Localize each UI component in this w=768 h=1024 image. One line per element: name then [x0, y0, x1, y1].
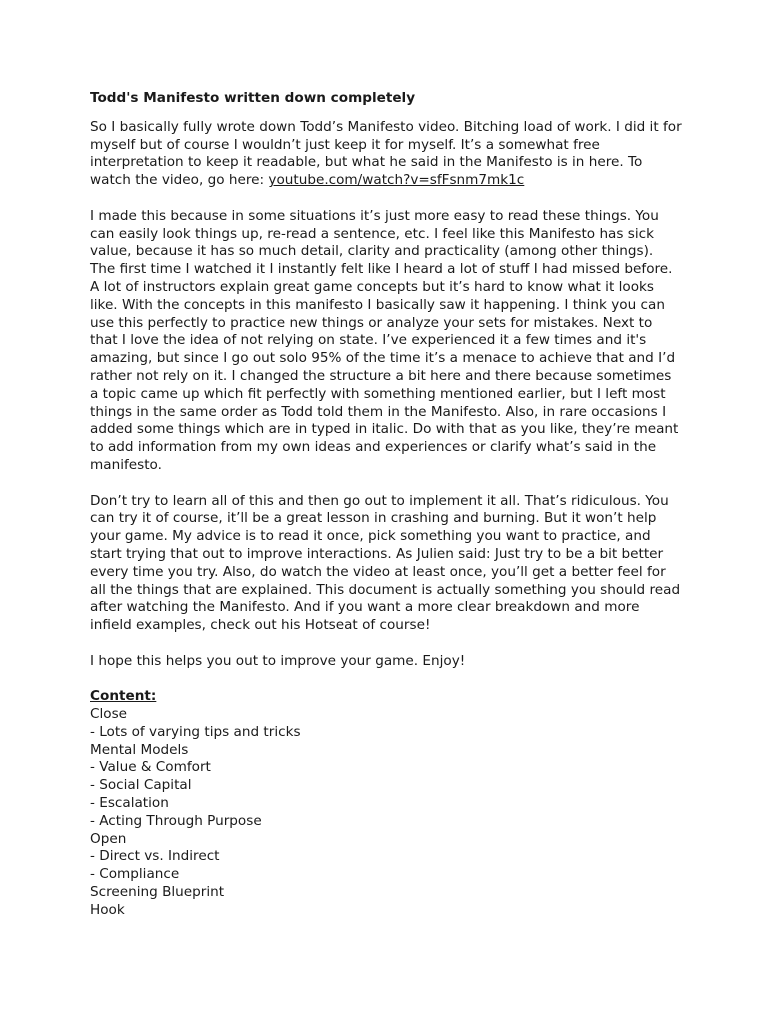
content-item-compliance: - Compliance — [90, 866, 180, 883]
paragraph-motivation: I made this because in some situations it’s just more easy to read these things. You can easily look things up, re-read a sentence, etc. I feel like this Manifesto has sick value, because it has so much detail, clarity and practicality (among other things). The first time I watched it I instantly felt like I heard a lot of stuff I had missed before. A lot of instructors explain great game concepts but it’s hard to know what it looks like. With the concepts in this manifesto I basically saw it happening. I think you can use this perfectly to practice new things or analyze your sets for mistakes. Next to that I love the idea of not relying on state. I’ve experienced it a few times and it's amazing, but since I go out solo 95% of the time it’s a menace to achieve that and I’d rather not rely on it. I changed the structure a bit here and there because sometimes a topic came up which fit perfectly with something mentioned earlier, but I left most things in the same order as Todd told them in the Manifesto. Also, in rare occasions I added some things which are in typed in italic. Do with that as you like, they’re meant to add information from my own ideas and experiences or clarify what’s said in the manifesto. — [90, 207, 679, 473]
content-item-social-capital: - Social Capital — [90, 777, 192, 794]
content-item-hook: Hook — [90, 901, 125, 918]
content-item-direct-vs-indirect: - Direct vs. Indirect — [90, 848, 220, 865]
content-heading: Content: — [90, 688, 157, 705]
document-title: Todd's Manifesto written down completely — [90, 90, 416, 106]
content-item-escalation: - Escalation — [90, 795, 169, 812]
content-list — [90, 706, 682, 920]
content-item-open: Open — [90, 830, 127, 847]
content-item-mental-models: Mental Models — [90, 741, 189, 758]
content-item-acting-through-purpose: - Acting Through Purpose — [90, 812, 262, 829]
youtube-link[interactable]: youtube.com/watch?v=sfFsnm7mk1c — [268, 172, 525, 189]
content-item-screening-blueprint: Screening Blueprint — [90, 884, 225, 901]
content-item-close: Close — [90, 706, 128, 723]
document-page — [90, 90, 682, 920]
paragraph-advice: Don’t try to learn all of this and then go out to implement it all. That’s ridiculous. You can try it of course, it’ll be a great lesson in crashing and burning. But it won’t help your game. My advice is to read it once, pick something you want to practice, and start trying that out to improve interactions. As Julien said: Just try to be a bit better every time you try. Also, do watch the video at least once, you’ll get a better feel for all the things that are explained. This document is actually something you should read after watching the Manifesto. And if you want a more clear breakdown and more infield examples, check out his Hotseat of course! — [90, 492, 681, 634]
content-item-tips-and-tricks: - Lots of varying tips and tricks — [90, 723, 301, 740]
paragraph-closing: I hope this helps you out to improve your game. Enjoy! — [90, 652, 466, 669]
intro-paragraph — [90, 119, 682, 190]
content-item-value-comfort: - Value & Comfort — [90, 759, 211, 776]
intro-text: So I basically fully wrote down Todd’s Manifesto video. Bitching load of work. I did it for myself but of course I wouldn’t just keep it for myself. It’s a somewhat free interpretation to keep it readable, but what he said in the Manifesto is in here. To watch the video, go here: — [90, 118, 682, 189]
